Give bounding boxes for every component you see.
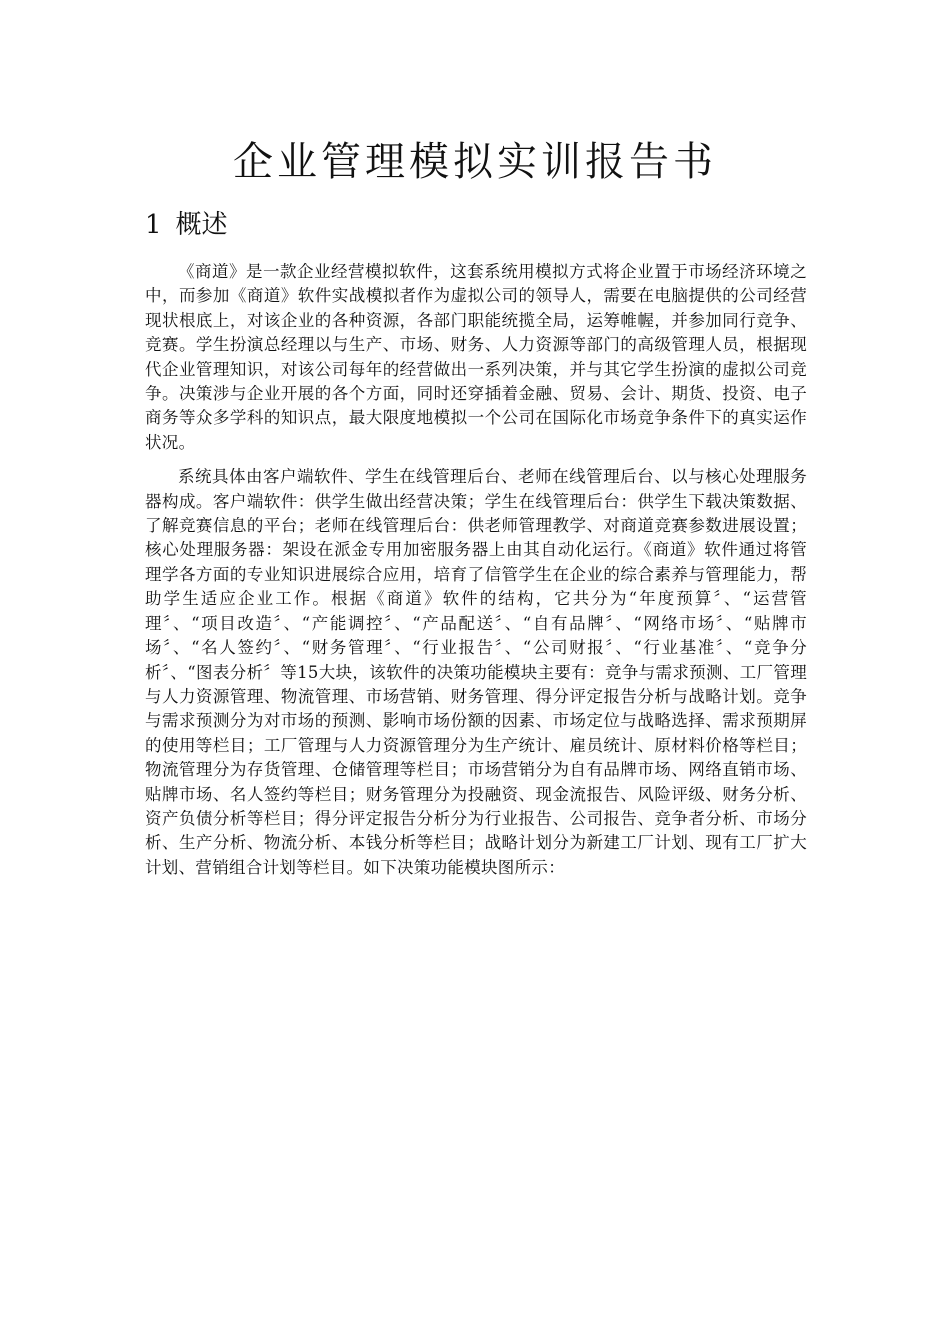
section-heading [145,205,228,245]
paragraph-intro: 《商道》是一款企业经营模拟软件，这套系统用模拟方式将企业置于市场经济环境之中，而参加《商道》软件实战模拟者作为虚拟公司的领导人，需要在电脑提供的公司经营现状根底上，对该企业的各种资源，各部门职能统揽全局，运筹帷幄，并参加同行竞争、竞赛。学生扮演总经理以与生产、市场、财务、人力资源等部门的高级管理人员，根据现代企业管理知识，对该公司每年的经营做出一系列决策，并与其它学生扮演的虚拟公司竞争。决策涉与企业开展的各个方面，同时还穿插着金融、贸易、会计、期货、投资、电子商务等众多学科的知识点，最大限度地模拟一个公司在国际化市场竞争条件下的真实运作状况。 [145,262,807,452]
section-number: 1 [145,210,162,240]
document-title: 企业管理模拟实训报告书 [233,139,717,185]
section-title: 概述 [175,210,228,240]
paragraph-system: 系统具体由客户端软件、学生在线管理后台、老师在线管理后台、以与核心处理服务器构成。客户端软件：供学生做出经营决策；学生在线管理后台：供学生下载决策数据、了解竞赛信息的平台；老师在线管理后台：供老师管理教学、对商道竞赛参数进展设置；核心处理服务器：架设在派金专用加密服务器上由其自动化运行。《商道》软件通过将管理学各方面的专业知识进展综合应用，培育了信管学生在企业的综合素养与管理能力，帮助学生适应企业工作。根据《商道》软件的结构，它共分为“年度预算〞、“运营管理〞、“项目改造〞、“产能调控〞、“产品配送〞、“自有品牌〞、“网络市场〞、“贴牌市场〞、“名人签约〞、“财务管理〞、“行业报告〞、“公司财报〞、“行业基准〞、“竞争分析〞、“图表分析〞等15大块，该软件的决策功能模块主要有：竞争与需求预测、工厂管理与人力资源管理、物流管理、市场营销、财务管理、得分评定报告分析与战略计划。竞争与需求预测分为对市场的预测、影响市场份额的因素、市场定位与战略选择、需求预期屏的使用等栏目；工厂管理与人力资源管理分为生产统计、雇员统计、原材料价格等栏目；物流管理分为存货管理、仓储管理等栏目；市场营销分为自有品牌市场、网络直销市场、贴牌市场、名人签约等栏目；财务管理分为投融资、现金流报告、风险评级、财务分析、资产负债分析等栏目；得分评定报告分析分为行业报告、公司报告、竞争者分析、市场分析、生产分析、物流分析、本钱分析等栏目；战略计划分为新建工厂计划、现有工厂扩大计划、营销组合计划等栏目。如下决策功能模块图所示： [145,467,807,877]
section-body [145,260,807,890]
